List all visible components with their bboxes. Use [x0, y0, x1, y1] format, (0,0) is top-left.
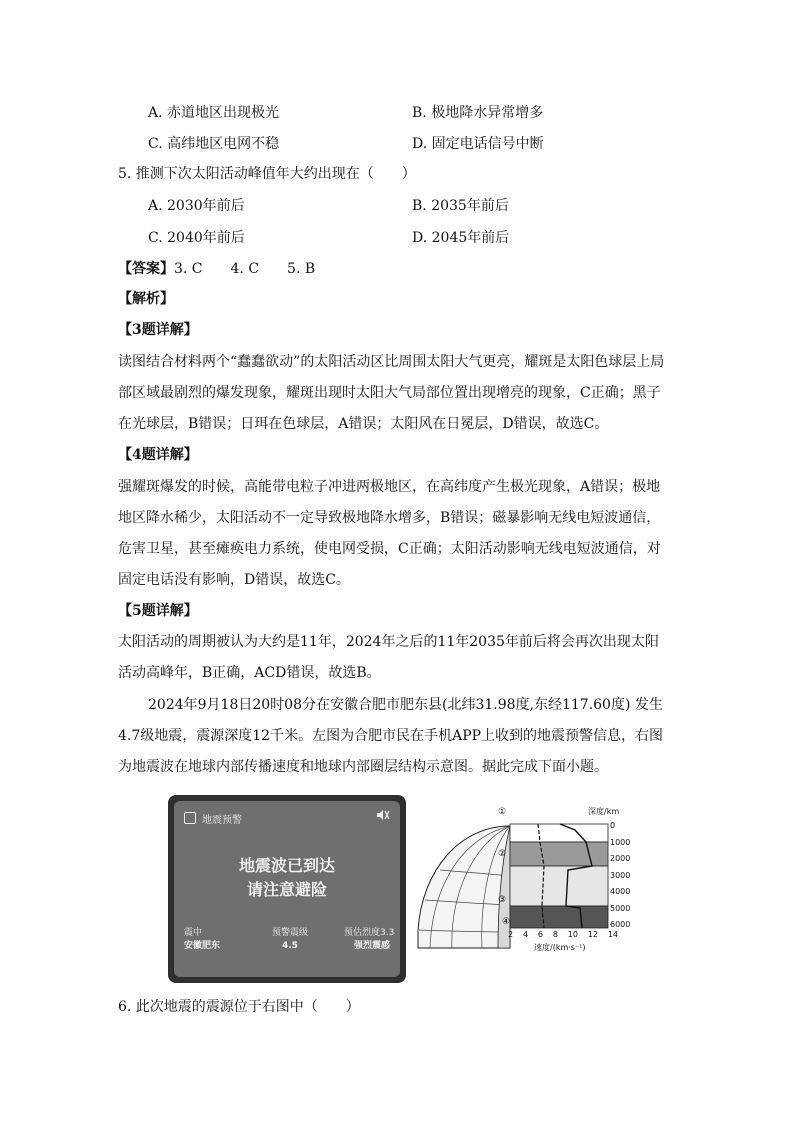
- alert-subline: 请注意避险: [246, 880, 327, 899]
- detail3-line: 部区域最剧烈的爆发现象，耀斑出现时太阳大气局部位置出现增亮的现象，C正确；黑子: [118, 385, 661, 401]
- speed-tick: 4: [522, 930, 529, 939]
- speed-tick: 10: [567, 930, 578, 939]
- detail3-line: 在光球层，B错误；日珥在色球层，A错误；太阳风在日冕层，D错误，故选C。: [118, 416, 609, 432]
- material-line: 为地震波在地球内部传播速度和地球内部圈层结构示意图。据此完成下面小题。: [118, 759, 608, 775]
- detail5-label: 【5题详解】: [118, 603, 198, 619]
- depth-tick: 6000: [610, 920, 631, 929]
- intensity-value: 强烈震感: [354, 941, 391, 951]
- depth-tick: 4000: [610, 887, 631, 896]
- speed-axis-label: 速度/(km·s⁻¹): [534, 943, 586, 952]
- depth-tick: 5000: [610, 903, 631, 913]
- alert-headline: 地震波已到达: [238, 856, 335, 875]
- q6-stem: 6. 此次地震的震源位于右图中（ ）: [118, 999, 360, 1015]
- intensity-label: 预估烈度3.3: [344, 928, 395, 938]
- magnitude-value: 4.5: [282, 941, 298, 951]
- q5-stem: 5. 推测下次太阳活动峰值年大约出现在（ ）: [118, 166, 416, 182]
- q4-option-b: B. 极地降水异常增多: [412, 105, 544, 121]
- q5-option-c: C. 2040年前后: [148, 230, 245, 246]
- detail4-line: 固定电话没有影响，D错误，故选C。: [118, 572, 350, 588]
- answer-line: [118, 259, 315, 279]
- q5-option-a: A. 2030年前后: [148, 198, 245, 214]
- depth-tick: 0: [610, 821, 616, 830]
- depth-tick: 2000: [610, 854, 631, 863]
- layer-outer-core: [510, 866, 608, 906]
- speed-tick: 12: [587, 930, 598, 939]
- marker-1: ①: [498, 807, 507, 817]
- detail4-line: 地区降水稀少，太阳活动不一定导致极地降水增多，B错误；磁暴影响无线电短波通信，: [118, 510, 661, 526]
- depth-axis-ticks: [610, 818, 630, 934]
- q5-option-d: D. 2045年前后: [412, 230, 510, 246]
- speed-tick: 6: [537, 930, 543, 939]
- answer-text: 3. C 4. C 5. B: [174, 261, 316, 277]
- detail3-line: 读图结合材料两个“蠢蠢欲动”的太阳活动区比周围太阳大气更亮，耀斑是太阳色球层上局: [118, 354, 665, 370]
- layer-crust-upper-mantle: [510, 824, 608, 842]
- speed-axis-ticks: [508, 930, 618, 939]
- alert-header: 地震预警: [184, 811, 242, 826]
- layer-inner-core: [510, 906, 608, 928]
- detail4-line: 危害卫星，甚至瘫痪电力系统，使电网受损，C正确；太阳活动影响无线电短波通信，对: [118, 541, 661, 557]
- q4-option-c: C. 高纬地区电网不稳: [148, 136, 280, 152]
- q5-option-b: B. 2035年前后: [412, 198, 509, 214]
- material-line: 4.7级地震，震源深度12千米。左图为合肥市民在手机APP上收到的地震预警信息，右图: [118, 728, 664, 744]
- q4-option-d: D. 固定电话信号中断: [412, 136, 544, 152]
- speed-tick: 2: [508, 930, 514, 939]
- depth-tick: 3000: [610, 870, 631, 880]
- alert-bell-icon: [184, 812, 196, 824]
- layer-mantle: [510, 842, 608, 866]
- material-line: 2024年9月18日20时08分在安徽合肥市肥东县(北纬31.98度,东经117.60度) 发生: [148, 697, 663, 713]
- detail4-label: 【4题详解】: [118, 447, 198, 463]
- epicenter-value: 安徽肥东: [184, 941, 221, 951]
- marker-4: ④: [502, 917, 511, 927]
- marker-3: ③: [498, 895, 507, 905]
- depth-axis-label: 深度/km: [588, 807, 620, 816]
- answer-label: 【答案】: [118, 261, 174, 277]
- analysis-label: 【解析】: [118, 291, 174, 307]
- detail3-label: 【3题详解】: [118, 322, 198, 338]
- marker-2: ②: [498, 849, 507, 859]
- speed-tick: 14: [607, 930, 618, 939]
- q4-option-a: A. 赤道地区出现极光: [148, 105, 280, 121]
- detail5-line: 太阳活动的周期被认为大约是11年，2024年之后的11年2035年前后将会再次出现太阳: [118, 634, 659, 650]
- magnitude-label: 预警震级: [272, 928, 309, 938]
- detail4-line: 强耀斑爆发的时候，高能带电粒子冲进两极地区，在高纬度产生极光现象，A错误；极地: [118, 479, 661, 495]
- earth-structure-diagram: [410, 800, 630, 965]
- detail5-line: 活动高峰年，B正确，ACD错误，故选B。: [118, 665, 381, 681]
- earthquake-alert-screenshot: [168, 795, 406, 983]
- epicenter-label: 震中: [184, 928, 203, 938]
- speaker-mute-icon: [376, 809, 390, 824]
- speed-tick: 8: [552, 930, 558, 939]
- depth-tick: 1000: [610, 837, 631, 847]
